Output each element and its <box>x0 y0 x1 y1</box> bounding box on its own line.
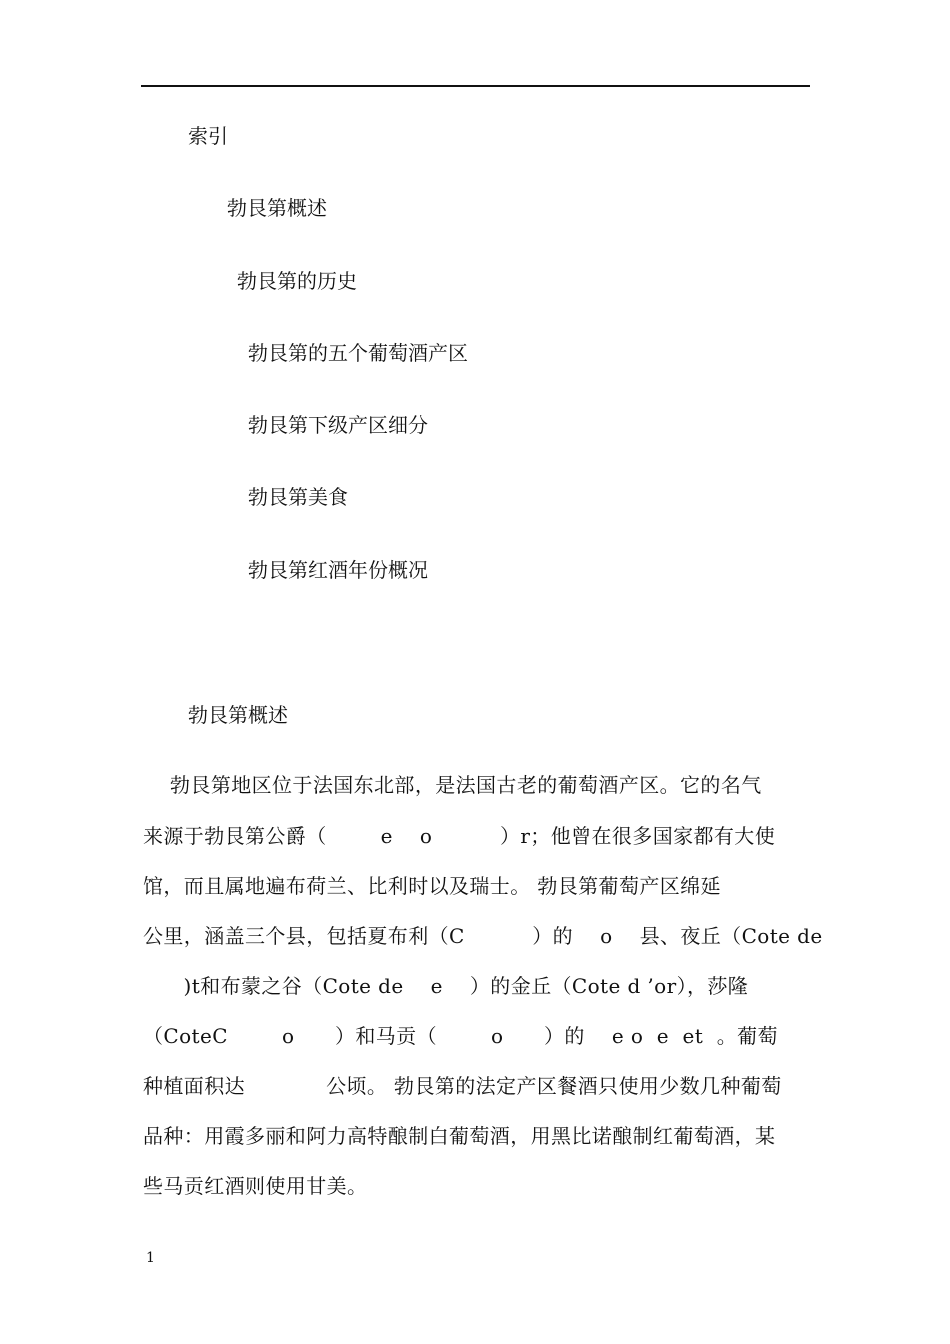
page-number: 1 <box>146 1250 155 1266</box>
paragraph-line: （CoteC o ）和马贡（ o ）的 e o e et 。葡萄 <box>143 1024 778 1048</box>
toc-entry[interactable]: 勃艮第的历史 <box>237 269 357 293</box>
toc-title: 索引 <box>188 124 228 148</box>
toc-entry[interactable]: 勃艮第的五个葡萄酒产区 <box>248 341 468 365</box>
paragraph-line: 勃艮第地区位于法国东北部，是法国古老的葡萄酒产区。它的名气 <box>143 773 762 797</box>
paragraph-line: )t和布蒙之谷（Cote de e ）的金丘（Cote d ’or），莎隆 <box>143 974 749 998</box>
paragraph-line: 馆，而且属地遍布荷兰、比利时以及瑞士。 勃艮第葡萄产区绵延 <box>143 874 721 898</box>
paragraph-line: 种植面积达 公顷。 勃艮第的法定产区餐酒只使用少数几种葡萄 <box>143 1074 782 1098</box>
paragraph-line: 品种：用霞多丽和阿力高特酿制白葡萄酒，用黑比诺酿制红葡萄酒，某 <box>143 1124 776 1148</box>
paragraph-line: 来源于勃艮第公爵（ e o ）r；他曾在很多国家都有大使 <box>143 824 776 848</box>
paragraph-line: 些马贡红酒则使用甘美。 <box>143 1174 368 1198</box>
toc-entry[interactable]: 勃艮第概述 <box>227 196 327 220</box>
toc-entry[interactable]: 勃艮第红酒年份概况 <box>248 558 428 582</box>
toc-entry[interactable]: 勃艮第下级产区细分 <box>248 413 428 437</box>
paragraph-line: 公里，涵盖三个县，包括夏布利（C ）的 o 县、夜丘（Cote de <box>143 924 823 948</box>
header-rule <box>141 85 810 87</box>
section-heading: 勃艮第概述 <box>188 703 288 727</box>
toc-entry[interactable]: 勃艮第美食 <box>248 485 348 509</box>
